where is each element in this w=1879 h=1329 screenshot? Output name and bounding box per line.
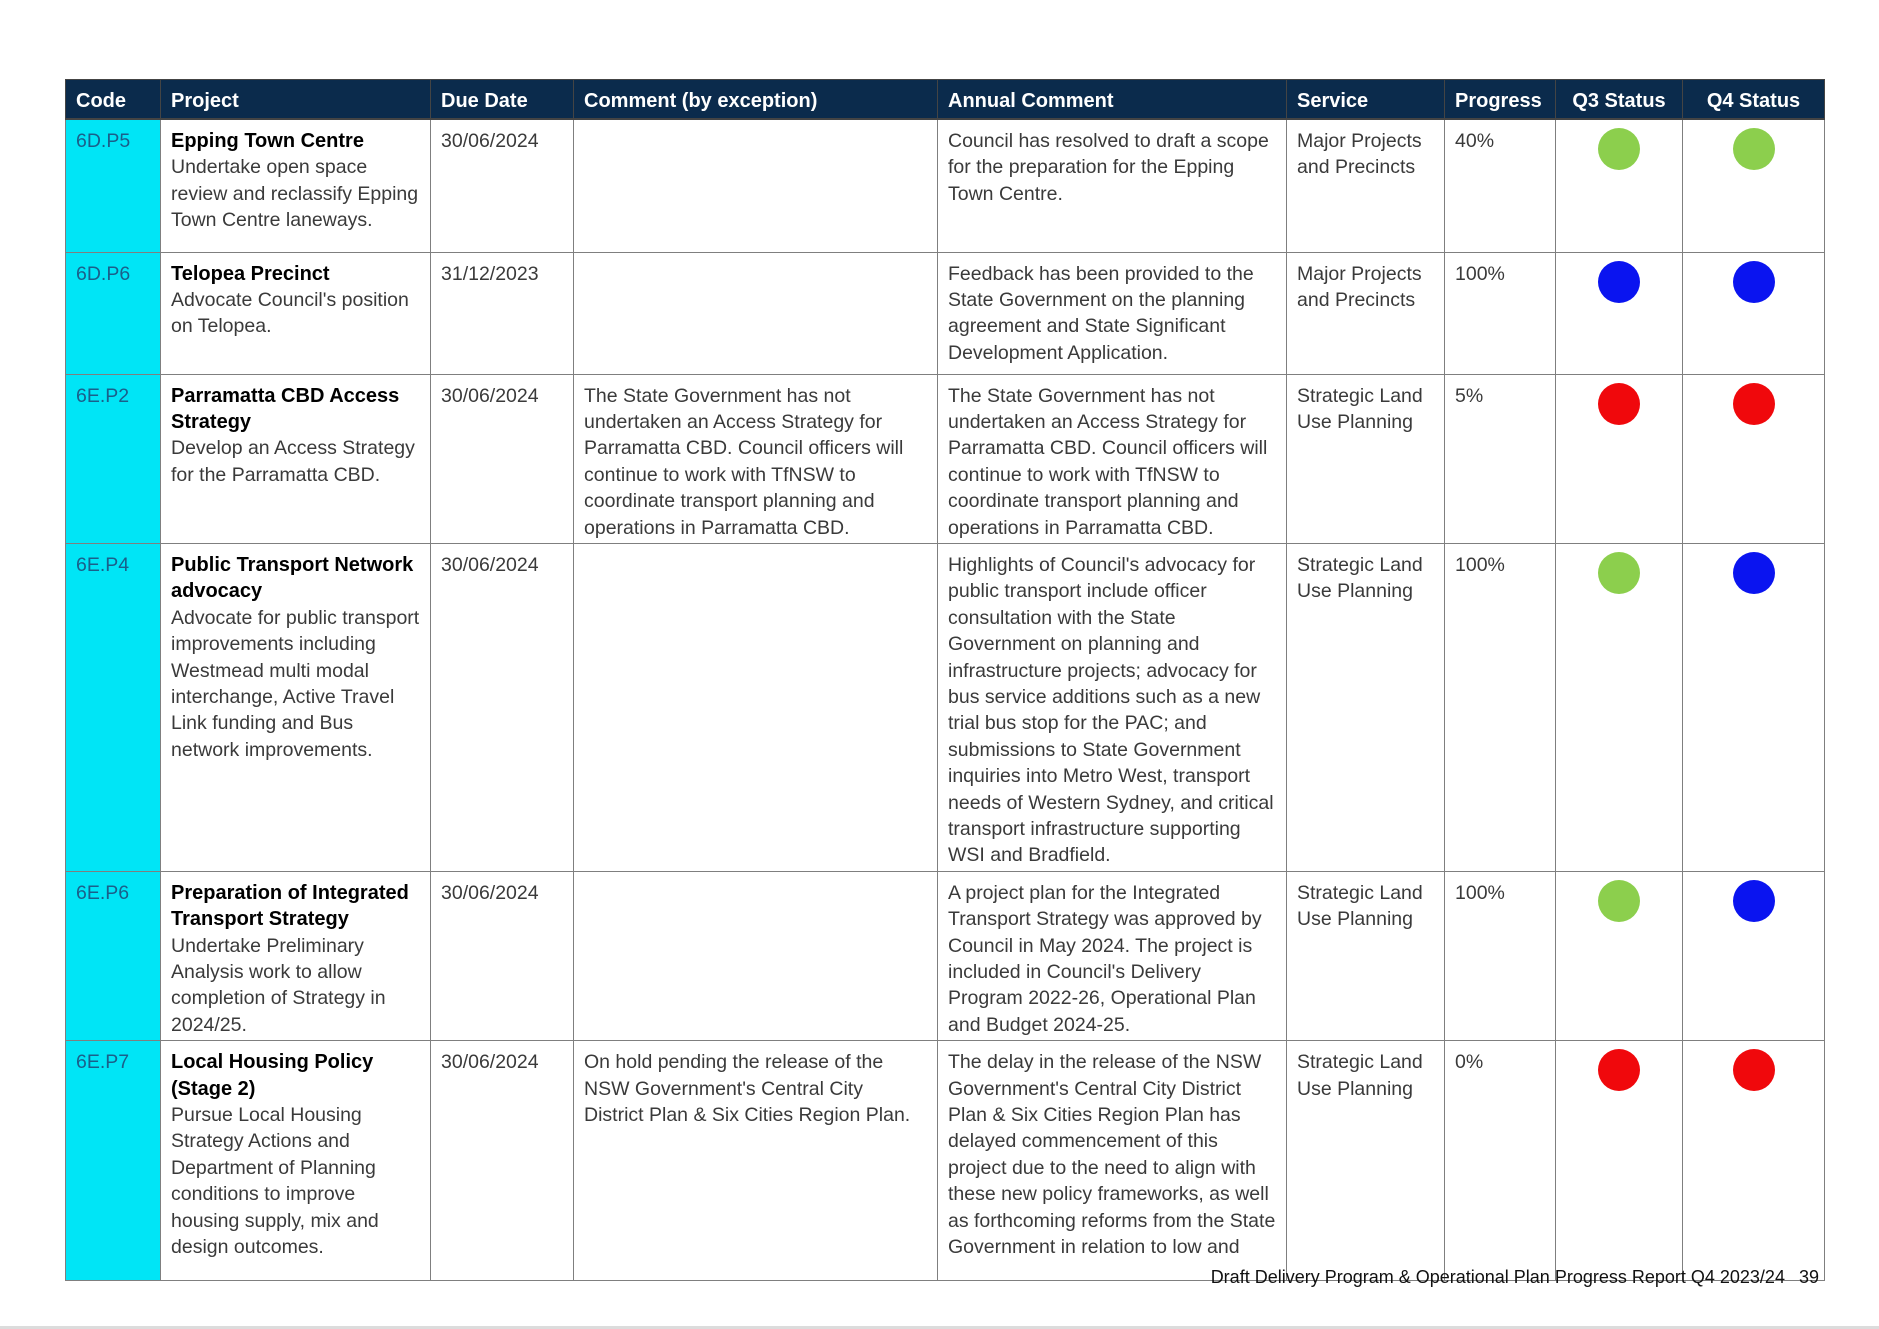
cell-progress: 40%: [1445, 119, 1556, 252]
cell-annual-comment: Feedback has been provided to the State Government on the planning agreement and State Significant Development Application.: [938, 252, 1287, 374]
status-dot-blue: [1733, 261, 1775, 303]
cell-q4-status: [1683, 119, 1825, 252]
cell-q3-status: [1556, 119, 1683, 252]
status-dot-red: [1598, 383, 1640, 425]
project-description: Advocate for public transport improvements including Westmead multi modal interchange, Active Travel Link funding and Bus network improvements.: [171, 606, 420, 761]
cell-project: [161, 252, 431, 374]
status-dot-red: [1733, 1049, 1775, 1091]
cell-due-date: 30/06/2024: [431, 543, 574, 871]
cell-q3-status: [1556, 871, 1683, 1040]
status-dot-blue: [1733, 880, 1775, 922]
table-body: [66, 119, 1825, 1281]
header-comment: Comment (by exception): [574, 80, 938, 120]
status-dot-green: [1598, 128, 1640, 170]
project-title: Local Housing Policy (Stage 2): [171, 1051, 374, 1100]
project-description: Develop an Access Strategy for the Parramatta CBD.: [171, 437, 415, 486]
cell-q3-status: [1556, 1041, 1683, 1281]
project-title: Telopea Precinct: [171, 262, 330, 285]
header-due-date: Due Date: [431, 80, 574, 120]
cell-due-date: 31/12/2023: [431, 252, 574, 374]
cell-service: Strategic Land Use Planning: [1287, 871, 1445, 1040]
project-title: Parramatta CBD Access Strategy: [171, 384, 400, 433]
table-row: [66, 1041, 1825, 1281]
cell-q4-status: [1683, 871, 1825, 1040]
project-title: Public Transport Network advocacy: [171, 553, 414, 603]
project-progress-table: [65, 79, 1825, 1281]
cell-comment: [574, 119, 938, 252]
status-dot-blue: [1733, 552, 1775, 594]
cell-progress: 100%: [1445, 543, 1556, 871]
status-dot-green: [1598, 552, 1640, 594]
project-description: Advocate Council's position on Telopea.: [171, 288, 409, 338]
table-row: [66, 252, 1825, 374]
cell-project: [161, 119, 431, 252]
cell-progress: 0%: [1445, 1041, 1556, 1281]
header-project: Project: [161, 80, 431, 120]
footer-page-number: 39: [1798, 1267, 1819, 1287]
cell-code: 6E.P4: [66, 543, 161, 871]
status-dot-blue: [1598, 261, 1640, 303]
cell-project: [161, 543, 431, 871]
table-row: [66, 871, 1825, 1040]
cell-comment: [574, 871, 938, 1040]
header-q4-status: Q4 Status: [1683, 80, 1825, 120]
project-description: Pursue Local Housing Strategy Actions and Department of Planning conditions to improve housing supply, mix and design outcomes.: [171, 1104, 379, 1259]
cell-annual-comment: The State Government has not undertaken an Access Strategy for Parramatta CBD. Council officers will continue to work with TfNSW to coordinate transport planning and operations in Parramatta CBD.: [938, 374, 1287, 543]
cell-q4-status: [1683, 543, 1825, 871]
project-title: Preparation of Integrated Transport Strategy: [171, 881, 409, 931]
cell-comment: On hold pending the release of the NSW Government's Central City District Plan & Six Cities Region Plan.: [574, 1041, 938, 1281]
table-row: [66, 119, 1825, 252]
cell-project: [161, 1041, 431, 1281]
cell-q3-status: [1556, 252, 1683, 374]
header-progress: Progress: [1445, 80, 1556, 120]
cell-q4-status: [1683, 252, 1825, 374]
status-dot-red: [1733, 383, 1775, 425]
cell-due-date: 30/06/2024: [431, 374, 574, 543]
cell-due-date: 30/06/2024: [431, 871, 574, 1040]
cell-comment: [574, 252, 938, 374]
cell-q4-status: [1683, 374, 1825, 543]
cell-code: 6D.P6: [66, 252, 161, 374]
status-dot-green: [1733, 128, 1775, 170]
table-row: [66, 543, 1825, 871]
header-service: Service: [1287, 80, 1445, 120]
cell-comment: [574, 543, 938, 871]
footer-report-title: Draft Delivery Program & Operational Plan Progress Report Q4 2023/24: [1210, 1267, 1785, 1287]
cell-annual-comment: Council has resolved to draft a scope for the preparation for the Epping Town Centre.: [938, 119, 1287, 252]
cell-annual-comment: The delay in the release of the NSW Government's Central City District Plan & Six Cities Region Plan has delayed commencement of this project due to the need to align with these new policy frameworks, as well as forthcoming reforms from the State Government in relation to low and: [938, 1041, 1287, 1281]
cell-service: Strategic Land Use Planning: [1287, 543, 1445, 871]
cell-progress: 100%: [1445, 252, 1556, 374]
cell-q3-status: [1556, 374, 1683, 543]
cell-q4-status: [1683, 1041, 1825, 1281]
page-footer: [1211, 1267, 1819, 1288]
cell-project: [161, 871, 431, 1040]
header-q3-status: Q3 Status: [1556, 80, 1683, 120]
cell-annual-comment: A project plan for the Integrated Transport Strategy was approved by Council in May 2024. The project is included in Council's Delivery Program 2022-26, Operational Plan and Budget 2024-25.: [938, 871, 1287, 1040]
project-description: Undertake open space review and reclassify Epping Town Centre laneways.: [171, 156, 419, 232]
cell-service: Major Projects and Precincts: [1287, 119, 1445, 252]
cell-project: [161, 374, 431, 543]
cell-due-date: 30/06/2024: [431, 1041, 574, 1281]
cell-annual-comment: Highlights of Council's advocacy for public transport include officer consultation with the State Government on planning and infrastructure projects; advocacy for bus service additions such as a new trial bus stop for the PAC; and submissions to State Government inquiries into Metro West, transport needs of Western Sydney, and critical transport infrastructure supporting WSI and Bradfield.: [938, 543, 1287, 871]
header-annual-comment: Annual Comment: [938, 80, 1287, 120]
cell-code: 6D.P5: [66, 119, 161, 252]
cell-progress: 100%: [1445, 871, 1556, 1040]
cell-due-date: 30/06/2024: [431, 119, 574, 252]
table-header-row: [66, 80, 1825, 120]
cell-service: Major Projects and Precincts: [1287, 252, 1445, 374]
cell-service: Strategic Land Use Planning: [1287, 1041, 1445, 1281]
cell-comment: The State Government has not undertaken an Access Strategy for Parramatta CBD. Council officers will continue to work with TfNSW to coordinate transport planning and operations in Parramatta CBD.: [574, 374, 938, 543]
cell-code: 6E.P7: [66, 1041, 161, 1281]
header-code: Code: [66, 80, 161, 120]
cell-service: Strategic Land Use Planning: [1287, 374, 1445, 543]
status-dot-red: [1598, 1049, 1640, 1091]
cell-code: 6E.P6: [66, 871, 161, 1040]
status-dot-green: [1598, 880, 1640, 922]
project-title: Epping Town Centre: [171, 130, 364, 152]
cell-q3-status: [1556, 543, 1683, 871]
cell-code: 6E.P2: [66, 374, 161, 543]
project-description: Undertake Preliminary Analysis work to allow completion of Strategy in 2024/25.: [171, 934, 386, 1036]
table-row: [66, 374, 1825, 543]
cell-progress: 5%: [1445, 374, 1556, 543]
